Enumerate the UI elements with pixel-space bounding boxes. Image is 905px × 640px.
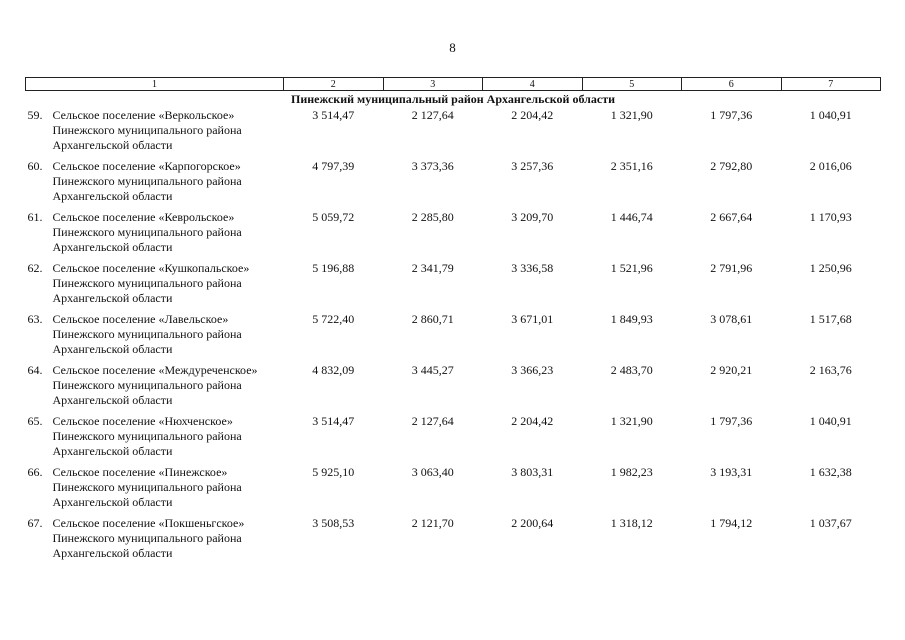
value-cell-col-4: 3 336,58	[511, 261, 554, 275]
table-row	[26, 210, 881, 261]
value-cell-col-6: 3 193,31	[710, 465, 753, 479]
column-header-3: 3	[383, 78, 483, 91]
value-cell-col-2: 3 508,53	[312, 516, 355, 530]
column-number-row	[26, 78, 881, 91]
settlement-cell	[26, 414, 284, 465]
value-cell-col-6: 2 791,96	[710, 261, 753, 275]
row-index: 65.	[27, 414, 43, 428]
table-body	[26, 78, 881, 568]
value-cell-col-4: 3 366,23	[511, 363, 554, 377]
value-cell-col-5: 1 321,90	[610, 414, 653, 428]
settlement-cell	[26, 210, 284, 261]
column-header-2: 2	[284, 78, 384, 91]
row-index: 62.	[27, 261, 43, 275]
row-index: 66.	[27, 465, 43, 479]
value-cell-col-3: 3 063,40	[411, 465, 454, 479]
settlement-name: Сельское поселение «Карпогорское» Пинежского муниципального района Архангельской области	[52, 159, 242, 203]
settlement-entry	[26, 159, 284, 204]
value-cell-col-7: 1 170,93	[809, 210, 852, 224]
value-cell-col-7: 1 517,68	[809, 312, 852, 326]
value-cell-col-6: 1 797,36	[710, 414, 753, 428]
value-cell-col-2: 4 797,39	[312, 159, 355, 173]
settlement-name: Сельское поселение «Пинежское» Пинежского муниципального района Архангельской области	[52, 465, 242, 509]
settlement-cell	[26, 261, 284, 312]
value-cell-col-3: 2 341,79	[411, 261, 454, 275]
settlement-entry	[26, 210, 284, 255]
row-index: 64.	[27, 363, 43, 377]
value-cell-col-4: 3 803,31	[511, 465, 554, 479]
settlement-cell	[26, 465, 284, 516]
settlement-entry	[26, 465, 284, 510]
value-cell-col-3: 2 121,70	[411, 516, 454, 530]
value-cell-col-7: 1 250,96	[809, 261, 852, 275]
row-index: 67.	[27, 516, 43, 530]
column-header-1: 1	[26, 78, 284, 91]
settlement-cell	[26, 108, 284, 159]
value-cell-col-5: 1 318,12	[610, 516, 653, 530]
table-row	[26, 516, 881, 567]
value-cell-col-2: 5 059,72	[312, 210, 355, 224]
value-cell-col-3: 3 445,27	[411, 363, 454, 377]
value-cell-col-3: 3 373,36	[411, 159, 454, 173]
section-title: Пинежский муниципальный район Архангельской области	[290, 92, 616, 106]
settlement-name: Сельское поселение «Лавельское» Пинежского муниципального района Архангельской области	[52, 312, 242, 356]
value-cell-col-7: 1 040,91	[809, 414, 852, 428]
settlement-name: Сельское поселение «Междуреченское» Пинежского муниципального района Архангельской области	[52, 363, 258, 407]
value-cell-col-2: 5 196,88	[312, 261, 355, 275]
value-cell-col-2: 5 925,10	[312, 465, 355, 479]
table-row	[26, 108, 881, 159]
table-row	[26, 312, 881, 363]
value-cell-col-5: 1 321,90	[610, 108, 653, 122]
value-cell-col-4: 2 204,42	[511, 414, 554, 428]
row-index: 60.	[27, 159, 43, 173]
value-cell-col-6: 1 794,12	[710, 516, 753, 530]
settlement-name: Сельское поселение «Веркольское» Пинежского муниципального района Архангельской области	[52, 108, 242, 152]
page-number: 8	[449, 40, 456, 55]
value-cell-col-5: 1 849,93	[610, 312, 653, 326]
value-cell-col-7: 2 163,76	[809, 363, 852, 377]
value-cell-col-3: 2 860,71	[411, 312, 454, 326]
value-cell-col-5: 1 982,23	[610, 465, 653, 479]
table-row	[26, 465, 881, 516]
value-cell-col-5: 2 483,70	[610, 363, 653, 377]
table-row	[26, 159, 881, 210]
value-cell-col-6: 1 797,36	[710, 108, 753, 122]
value-cell-col-4: 3 257,36	[511, 159, 554, 173]
value-cell-col-3: 2 285,80	[411, 210, 454, 224]
row-index: 63.	[27, 312, 43, 326]
value-cell-col-5: 1 446,74	[610, 210, 653, 224]
value-cell-col-7: 1 037,67	[809, 516, 852, 530]
value-cell-col-2: 4 832,09	[312, 363, 355, 377]
value-cell-col-4: 2 200,64	[511, 516, 554, 530]
column-header-4: 4	[483, 78, 583, 91]
table-row	[26, 414, 881, 465]
value-cell-col-7: 1 040,91	[809, 108, 852, 122]
column-header-6: 6	[682, 78, 782, 91]
value-cell-col-6: 3 078,61	[710, 312, 753, 326]
table-row	[26, 261, 881, 312]
value-cell-col-5: 1 521,96	[610, 261, 653, 275]
row-index: 61.	[27, 210, 43, 224]
value-cell-col-6: 2 920,21	[710, 363, 753, 377]
value-cell-col-2: 3 514,47	[312, 414, 355, 428]
column-header-7: 7	[781, 78, 881, 91]
settlement-entry	[26, 261, 284, 306]
settlement-cell	[26, 312, 284, 363]
settlement-name: Сельское поселение «Кушкопальское» Пинежского муниципального района Архангельской области	[52, 261, 250, 305]
settlement-name: Сельское поселение «Кеврольское» Пинежского муниципального района Архангельской области	[52, 210, 242, 254]
value-cell-col-4: 3 671,01	[511, 312, 554, 326]
settlement-entry	[26, 108, 284, 153]
section-row	[26, 91, 881, 109]
settlement-cell	[26, 363, 284, 414]
settlement-name: Сельское поселение «Покшеньгское» Пинежского муниципального района Архангельской области	[52, 516, 245, 560]
value-cell-col-2: 5 722,40	[312, 312, 355, 326]
column-header-5: 5	[582, 78, 682, 91]
settlement-cell	[26, 159, 284, 210]
value-cell-col-5: 2 351,16	[610, 159, 653, 173]
settlement-entry	[26, 414, 284, 459]
value-cell-col-4: 2 204,42	[511, 108, 554, 122]
value-cell-col-6: 2 792,80	[710, 159, 753, 173]
settlement-entry	[26, 312, 284, 357]
value-cell-col-4: 3 209,70	[511, 210, 554, 224]
value-cell-col-6: 2 667,64	[710, 210, 753, 224]
settlement-cell	[26, 516, 284, 567]
settlement-entry	[26, 363, 284, 408]
value-cell-col-2: 3 514,47	[312, 108, 355, 122]
value-cell-col-3: 2 127,64	[411, 414, 454, 428]
value-cell-col-3: 2 127,64	[411, 108, 454, 122]
settlement-entry	[26, 516, 284, 561]
row-index: 59.	[27, 108, 43, 122]
data-table	[25, 77, 881, 567]
value-cell-col-7: 2 016,06	[809, 159, 852, 173]
value-cell-col-7: 1 632,38	[809, 465, 852, 479]
table-row	[26, 363, 881, 414]
settlement-name: Сельское поселение «Нюхченское» Пинежского муниципального района Архангельской области	[52, 414, 242, 458]
